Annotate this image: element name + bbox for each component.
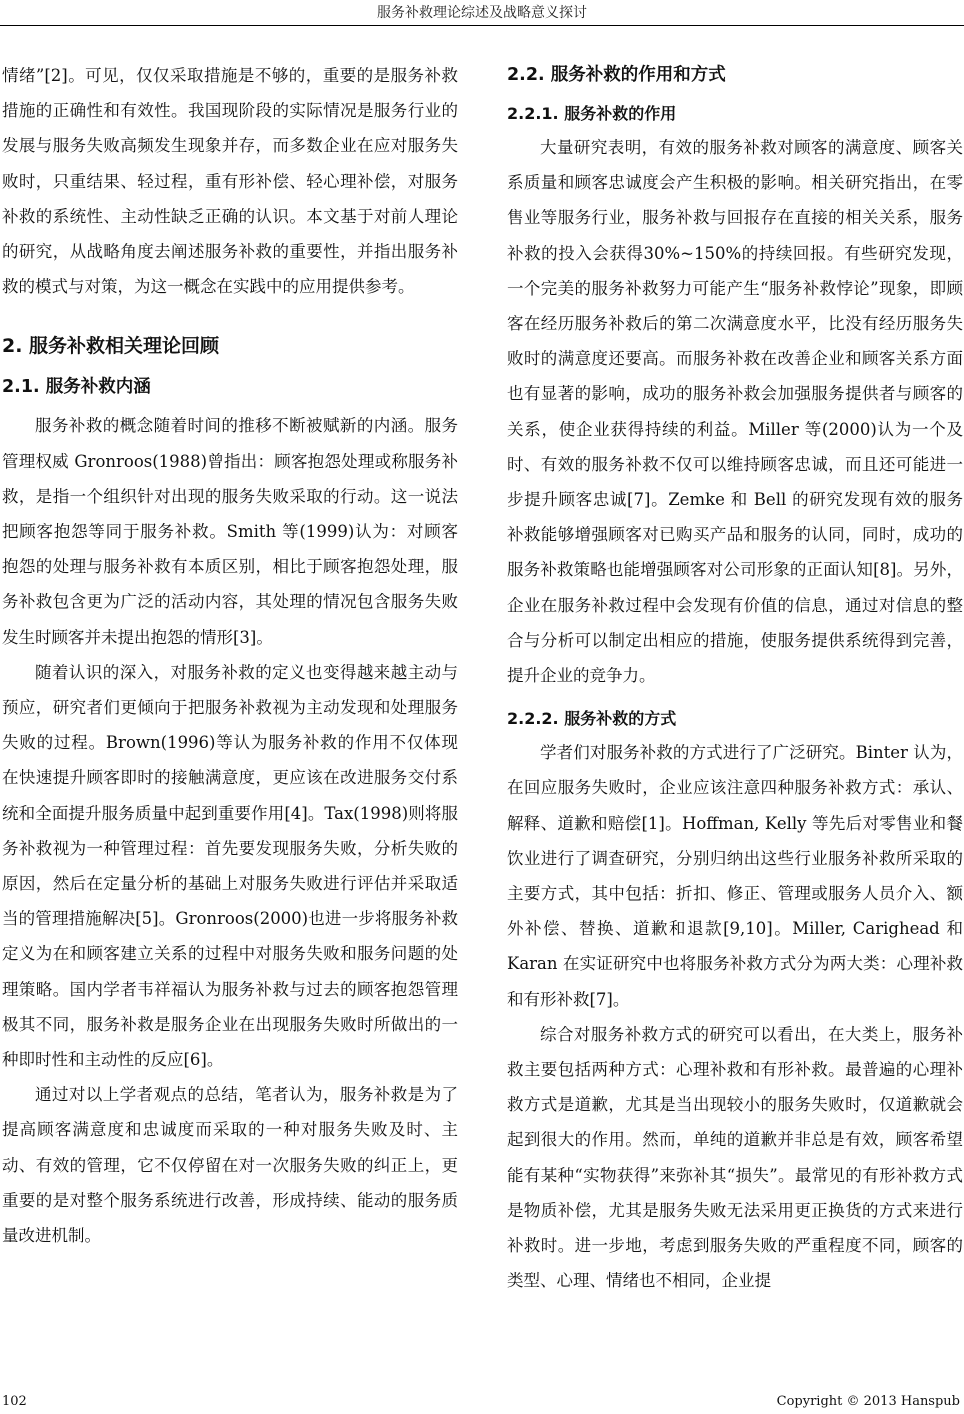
copyright: Copyright © 2013 Hanspub — [776, 1394, 960, 1409]
left-column — [2, 58, 458, 1253]
right-column — [507, 58, 963, 1299]
subsection-heading: 2.2. 服务补救的作用和方式 — [507, 65, 726, 85]
subsubsection-heading: 2.2.1. 服务补救的作用 — [507, 104, 677, 123]
page-number: 102 — [2, 1394, 27, 1409]
paragraph: 通过对以上学者观点的总结，笔者认为，服务补救是为了提高顾客满意度和忠诚度而采取的一种对服务失败及时、主动、有效的管理，它不仅停留在对一次服务失败的纠正上，更重要的是对整个服务系统进行改善，形成持续、能动的服务质量改进机制。 — [2, 1085, 458, 1246]
subsection-heading: 2.1. 服务补救内涵 — [2, 377, 151, 398]
header-rule — [0, 25, 964, 26]
paragraph: 大量研究表明，有效的服务补救对顾客的满意度、顾客关系质量和顾客忠诚度会产生积极的影响。相关研究指出，在零售业等服务行业，服务补救与回报存在直接的相关关系，服务补救的投入会获得30%~150%的持续回报。有些研究发现，一个完美的服务补救努力可能产生“服务补救悖论”现象，即顾客在经历服务补救后的第二次满意度水平，比没有经历服务失败时的满意度还要高。而服务补救在改善企业和顾客关系方面也有显著的影响，成功的服务补救会加强服务提供者与顾客的关系，使企业获得持续的利益。Miller 等(2000)认为一个及时、有效的服务补救不仅可以维持顾客忠诚，而且还可能进一步提升顾客忠诚[7]。Zemke 和 Bell 的研究发现有效的服务补救能够增强顾客对已购买产品和服务的认同，同时，成功的服务补救策略也能增强顾客对公司形象的正面认知[8]。另外，企业在服务补救过程中会发现有价值的信息，通过对信息的整合与分析可以制定出相应的措施，使服务提供系统得到完善，提升企业的竞争力。 — [507, 138, 963, 686]
paragraph: 学者们对服务补救的方式进行了广泛研究。Binter 认为，在回应服务失败时，企业应该注意四种服务补救方式：承认、解释、道歉和赔偿[1]。Hoffman, Kelly 等先后对零售业和餐饮业进行了调查研究，分别归纳出这些行业服务补救所采取的主要方式，其中包括：折扣、修正、管理或服务人员介入、额外补偿、替换、道歉和退款[9,10]。Miller, Carighead 和 Karan 在实证研究中也将服务补救方式分为两大类：心理补救和有形补救[7]。 — [507, 743, 963, 1009]
paragraph: 服务补救的概念随着时间的推移不断被赋新的内涵。服务管理权威 Gronroos(1988)曾指出：顾客抱怨处理或称服务补救，是指一个组织针对出现的服务失败采取的行动。这一说法把顾客抱怨等同于服务补救。Smith 等(1999)认为：对顾客抱怨的处理与服务补救有本质区别，相比于顾客抱怨处理，服务补救包含更为广泛的活动内容，其处理的情况包含服务失败发生时顾客并未提出抱怨的情形[3]。 — [2, 416, 458, 647]
running-header: 服务补救理论综述及战略意义探讨 — [377, 5, 587, 21]
paragraph: 情绪”[2]。可见，仅仅采取措施是不够的，重要的是服务补救措施的正确性和有效性。我国现阶段的实际情况是服务行业的发展与服务失败高频发生现象并存，而多数企业在应对服务失败时，只重结果、轻过程，重有形补偿、轻心理补偿，对服务补救的系统性、主动性缺乏正确的认识。本文基于对前人理论的研究，从战略角度去阐述服务补救的重要性，并指出服务补救的模式与对策，为这一概念在实践中的应用提供参考。 — [2, 66, 458, 297]
paragraph: 综合对服务补救方式的研究可以看出，在大类上，服务补救主要包括两种方式：心理补救和有形补救。最普遍的心理补救方式是道歉，尤其是当出现较小的服务失败时，仅道歉就会起到很大的作用。然而，单纯的道歉并非总是有效，顾客希望能有某种“实物获得”来弥补其“损失”。最常见的有形补救方式是物质补偿，尤其是服务失败无法采用更正换货的方式来进行补救时。进一步地，考虑到服务失败的严重程度不同，顾客的类型、心理、情绪也不相同，企业提 — [507, 1024, 963, 1291]
subsubsection-heading: 2.2.2. 服务补救的方式 — [507, 709, 677, 729]
paragraph: 随着认识的深入，对服务补救的定义也变得越来越主动与预应，研究者们更倾向于把服务补救视为主动发现和处理服务失败的过程。Brown(1996)等认为服务补救的作用不仅体现在快速提升顾客即时的接触满意度，更应该在改进服务交付系统和全面提升服务质量中起到重要作用[4]。Tax(1998)则将服务补救视为一种管理过程：首先要发现服务失败，分析失败的原因，然后在定量分析的基础上对服务失败进行评估并采取适当的管理措施解决[5]。Gronroos(2000)也进一步将服务补救定义为在和顾客建立关系的过程中对服务失败和服务问题的处理策略。国内学者韦祥福认为服务补救与过去的顾客抱怨管理极其不同，服务补救是服务企业在出现服务失败时所做出的一种即时性和主动性的反应[6]。 — [2, 662, 458, 1070]
section-heading: 2. 服务补救相关理论回顾 — [2, 335, 220, 358]
